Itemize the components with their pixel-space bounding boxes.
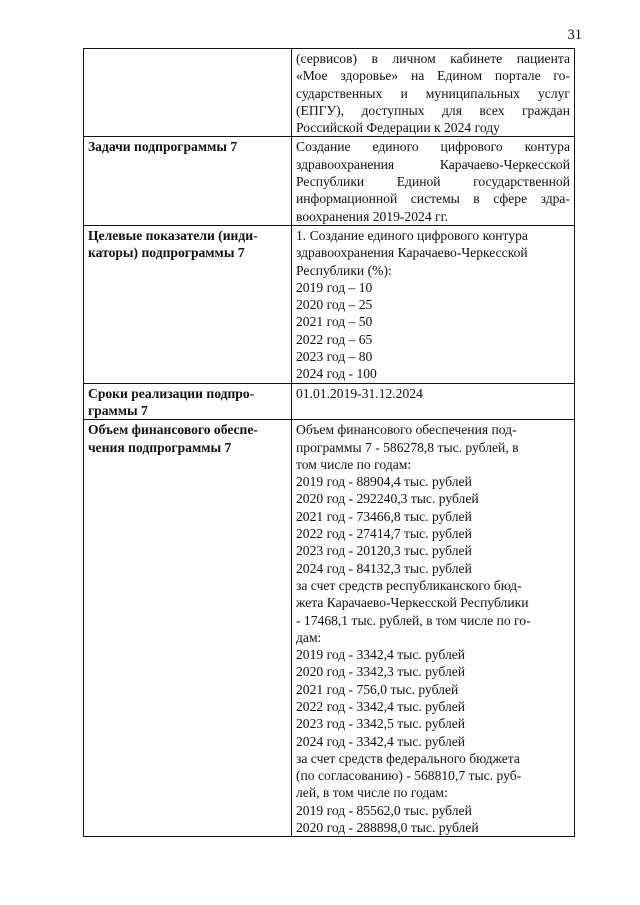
row-value-line: 2020 год - 288898,0 тыс. рублей	[296, 820, 479, 836]
row-value-line: 2019 год - 85562,0 тыс. рублей	[296, 802, 472, 818]
row-tasks	[84, 137, 575, 225]
row-value-line: 2020 год – 25	[296, 297, 373, 313]
row-value-line: здравоохранения Карачаево-Черкесской	[296, 245, 528, 261]
row-label-cell	[84, 420, 292, 837]
row-value-cell	[292, 225, 575, 383]
row-label-cell	[84, 225, 292, 383]
row-value-line: (сервисов) в личном кабинете пациента	[296, 51, 570, 66]
row-value-cell	[292, 137, 575, 225]
row-value-line: 2020 год - 3342,3 тыс. рублей	[296, 664, 466, 680]
row-value-cell	[292, 383, 575, 420]
row-value-line: за счет средств федерального бюджета	[296, 750, 520, 766]
row-value-line: 2019 год – 10	[296, 279, 373, 295]
row-implementation-period	[84, 383, 575, 420]
row-value-line: 2024 год - 84132,3 тыс. рублей	[296, 560, 472, 576]
row-value-line: (ЕПГУ), доступных для всех граждан	[296, 102, 570, 118]
row-value-line: лей, в том числе по годам:	[296, 785, 448, 801]
row-value-line: Создание единого цифрового контура	[296, 139, 570, 155]
row-target-indicators	[84, 225, 575, 383]
row-value-line: здравоохранения Карачаево-Черкесской	[296, 156, 570, 172]
row-value-line: 2021 год - 73466,8 тыс. рублей	[296, 508, 472, 524]
row-value-line: 2023 год – 80	[296, 349, 373, 365]
row-value-line: 2019 год - 3342,4 тыс. рублей	[296, 647, 466, 663]
row-value-line: сударственных и муниципальных услуг	[296, 85, 570, 101]
row-value-line: жета Карачаево-Черкесской Республики	[296, 595, 529, 611]
row-value-line: воохранения 2019-2024 гг.	[296, 208, 449, 224]
subprogram-passport-table	[83, 48, 575, 837]
row-value-cell	[292, 49, 575, 137]
row-label-line: каторы) подпрограммы 7	[88, 245, 245, 261]
row-value-line: 1. Создание единого цифрового контура	[296, 227, 528, 243]
row-value-line: 2020 год - 292240,3 тыс. рублей	[296, 491, 479, 507]
row-value-line: том числе по годам:	[296, 456, 412, 472]
row-financing-volume	[84, 420, 575, 837]
row-value-line: 2023 год - 3342,5 тыс. рублей	[296, 716, 466, 732]
row-services-continued	[84, 49, 575, 137]
row-value-line: 2022 год – 65	[296, 331, 373, 347]
row-value-line: 2019 год - 88904,4 тыс. рублей	[296, 474, 472, 490]
row-value-cell	[292, 420, 575, 837]
row-label-line: Задачи подпрограммы 7	[88, 139, 238, 155]
row-label-line: Объем финансового обеспе-	[88, 422, 258, 438]
row-value-line: «Мое здоровье» на Едином портале го-	[296, 68, 570, 84]
row-value-line: 2024 год - 3342,4 тыс. рублей	[296, 733, 466, 749]
row-value-line: Республики Единой государственной	[296, 174, 570, 190]
row-value-line: Российской Федерации к 2024 году	[296, 120, 500, 136]
row-value-line: (по согласованию) - 568810,7 тыс. руб-	[296, 768, 522, 784]
row-value-line: дам:	[296, 629, 322, 645]
row-value-line: 2021 год - 756,0 тыс. рублей	[296, 681, 459, 697]
row-label-cell	[84, 383, 292, 420]
row-label-line: чения подпрограммы 7	[88, 439, 232, 455]
row-value-line: 2021 год – 50	[296, 314, 373, 330]
row-label-cell	[84, 137, 292, 225]
row-value-line: программы 7 - 586278,8 тыс. рублей, в	[296, 439, 519, 455]
table-body	[84, 49, 575, 837]
row-value-line: информационной системы в сфере здра-	[296, 191, 570, 207]
page-number: 31	[567, 27, 582, 43]
row-value-line: Объем финансового обеспечения под-	[296, 422, 517, 438]
row-value-line: - 17468,1 тыс. рублей, в том числе по го-	[296, 612, 531, 628]
row-value-line: 01.01.2019-31.12.2024	[296, 385, 423, 401]
row-label-line: Сроки реализации подпро-	[88, 385, 255, 401]
row-value-line: 2022 год - 27414,7 тыс. рублей	[296, 526, 472, 542]
row-value-line: за счет средств республиканского бюд-	[296, 577, 522, 593]
row-value-line: 2024 год - 100	[296, 366, 377, 382]
row-value-line: 2022 год - 3342,4 тыс. рублей	[296, 698, 466, 714]
row-value-line: Республики (%):	[296, 262, 392, 278]
row-value-line: 2023 год - 20120,3 тыс. рублей	[296, 543, 472, 559]
row-label-line: граммы 7	[88, 402, 148, 418]
row-label-cell	[84, 49, 292, 137]
row-label-line: Целевые показатели (инди-	[88, 227, 258, 243]
